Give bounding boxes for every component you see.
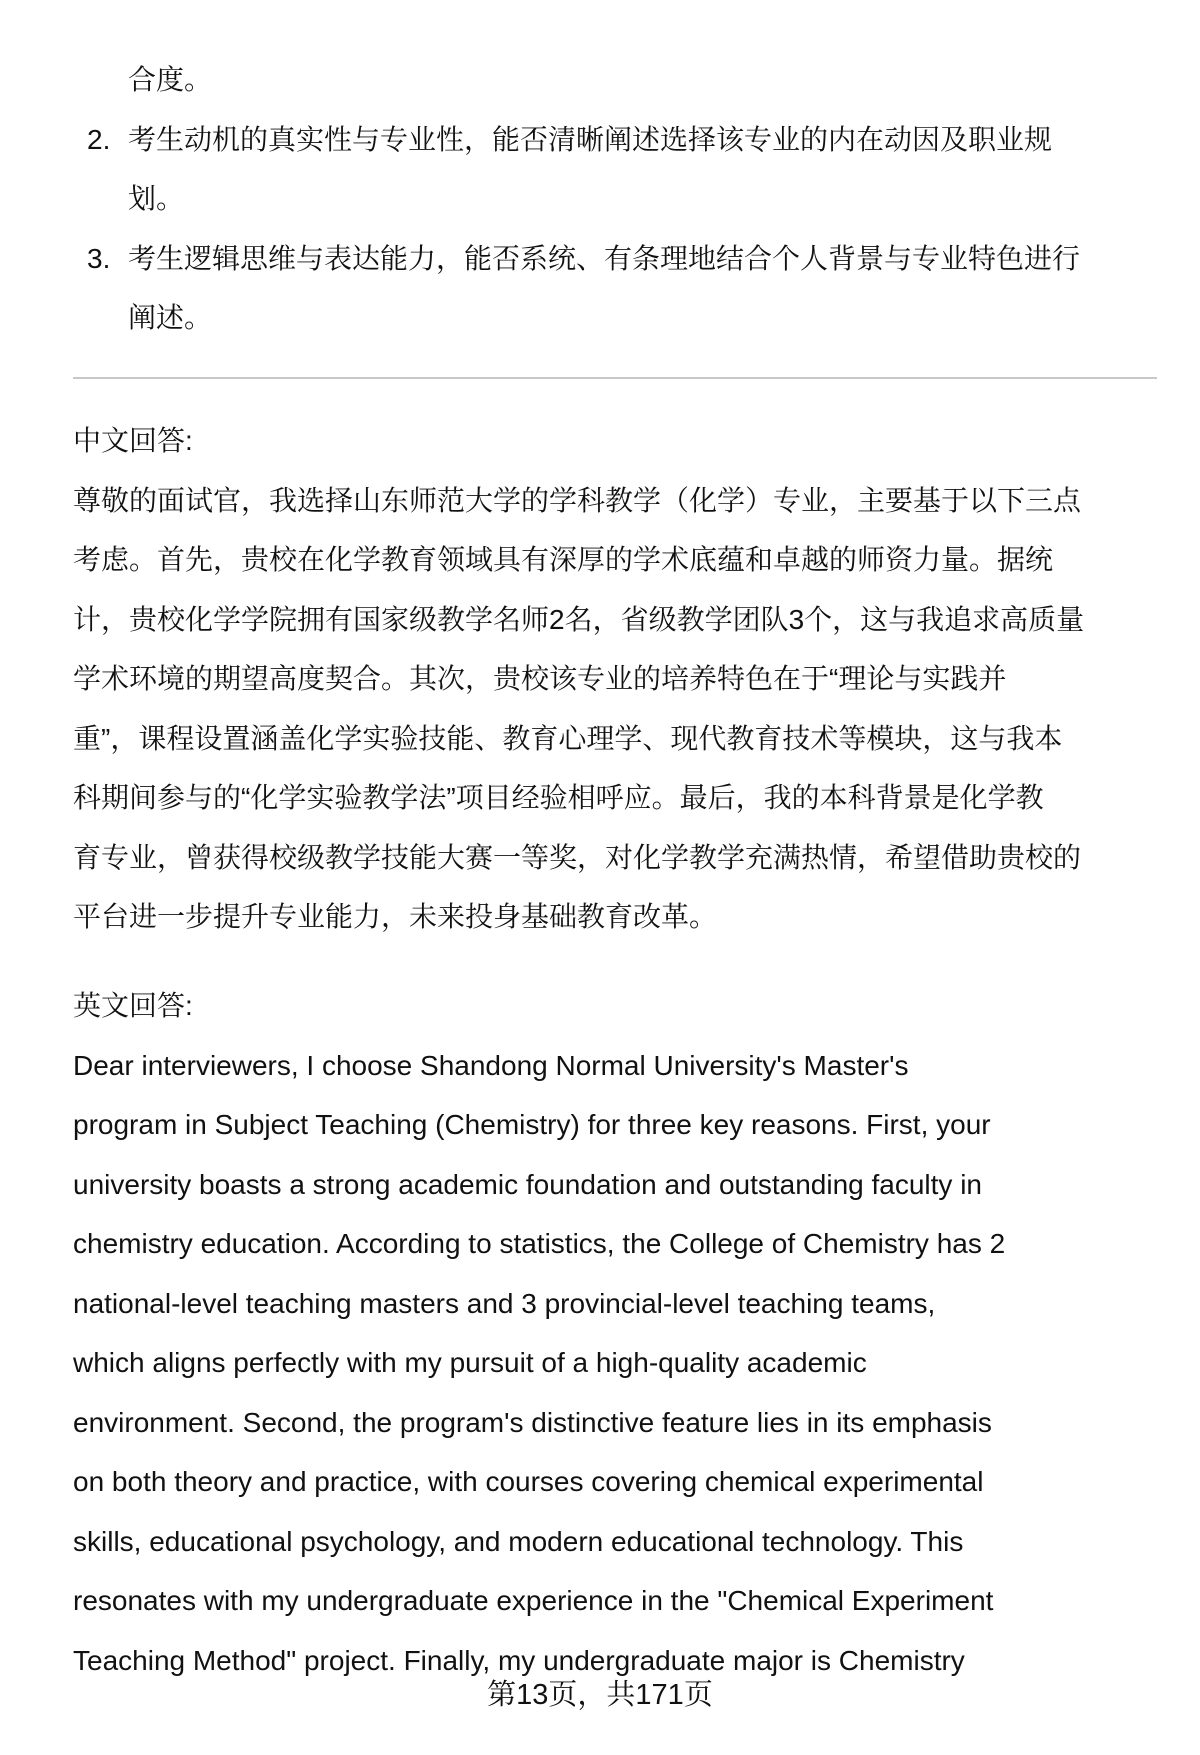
paragraph-line: on both theory and practice, with courses covering chemical experimental [73,1466,984,1497]
paragraph-line: Dear interviewers, I choose Shandong Normal University's Master's [73,1049,909,1081]
list-line: 划。 [128,183,185,214]
criteria-list [73,50,1160,348]
english-answer-body [73,1036,1160,1691]
list-line: 考生动机的真实性与专业性，能否清晰阐述选择该专业的内在动因及职业规 [128,123,1053,155]
paragraph-line: which aligns perfectly with my pursuit of a high-quality academic [73,1347,867,1378]
paragraph-line: chemistry education. According to statistics, the College of Chemistry has 2 [73,1228,1006,1259]
paragraph-line: 尊敬的面试官，我选择山东师范大学的学科教学（化学）专业，主要基于以下三点 [73,484,1082,516]
paragraph-line: university boasts a strong academic foundation and outstanding faculty in [73,1168,983,1200]
paragraph-line: 计，贵校化学学院拥有国家级教学名师2名，省级教学团队3个，这与我追求高质量 [73,603,1085,635]
list-number: 2. [87,123,111,155]
page-number: 第13页，共171页 [487,1679,713,1711]
paragraph-line: Teaching Method" project. Finally, my undergraduate major is Chemistry [73,1644,965,1676]
paragraph-line: 考虑。首先，贵校在化学教育领域具有深厚的学术底蕴和卓越的师资力量。据统 [73,544,1054,575]
english-answer-heading: 英文回答: [73,990,193,1021]
paragraph-line: resonates with my undergraduate experience in the "Chemical Experiment [73,1585,994,1616]
paragraph-line: program in Subject Teaching (Chemistry) for three key reasons. First, your [73,1109,991,1140]
chinese-answer-body [73,471,1160,947]
paragraph-line: 重”，课程设置涵盖化学实验技能、教育心理学、现代教育技术等模块，这与我本 [73,722,1063,754]
paragraph-line: 学术环境的期望高度契合。其次，贵校该专业的培养特色在于“理论与实践并 [73,663,1007,694]
list-item-1-tail [73,50,1160,110]
english-answer-section [73,976,1160,1690]
chinese-answer-section [73,411,1160,947]
divider [73,377,1157,379]
list-number: 3. [87,242,111,274]
paragraph-line: 育专业，曾获得校级教学技能大赛一等奖，对化学教学充满热情，希望借助贵校的 [73,841,1082,873]
paragraph-line: environment. Second, the program's distinctive feature lies in its emphasis [73,1406,992,1438]
paragraph-line: 科期间参与的“化学实验教学法”项目经验相呼应。最后，我的本科背景是化学教 [73,782,1044,813]
paragraph-line: 平台进一步提升专业能力，未来投身基础教育改革。 [73,901,718,932]
paragraph-line: national-level teaching masters and 3 provincial-level teaching teams, [73,1287,936,1319]
list-text: 合度。 [128,64,213,95]
list-line: 阐述。 [128,302,213,333]
chinese-answer-heading: 中文回答: [73,425,193,456]
list-item-3 [73,229,1160,348]
list-line: 考生逻辑思维与表达能力，能否系统、有条理地结合个人背景与专业特色进行 [128,242,1081,274]
paragraph-line: skills, educational psychology, and modern educational technology. This [73,1525,964,1557]
list-item-2 [73,110,1160,229]
